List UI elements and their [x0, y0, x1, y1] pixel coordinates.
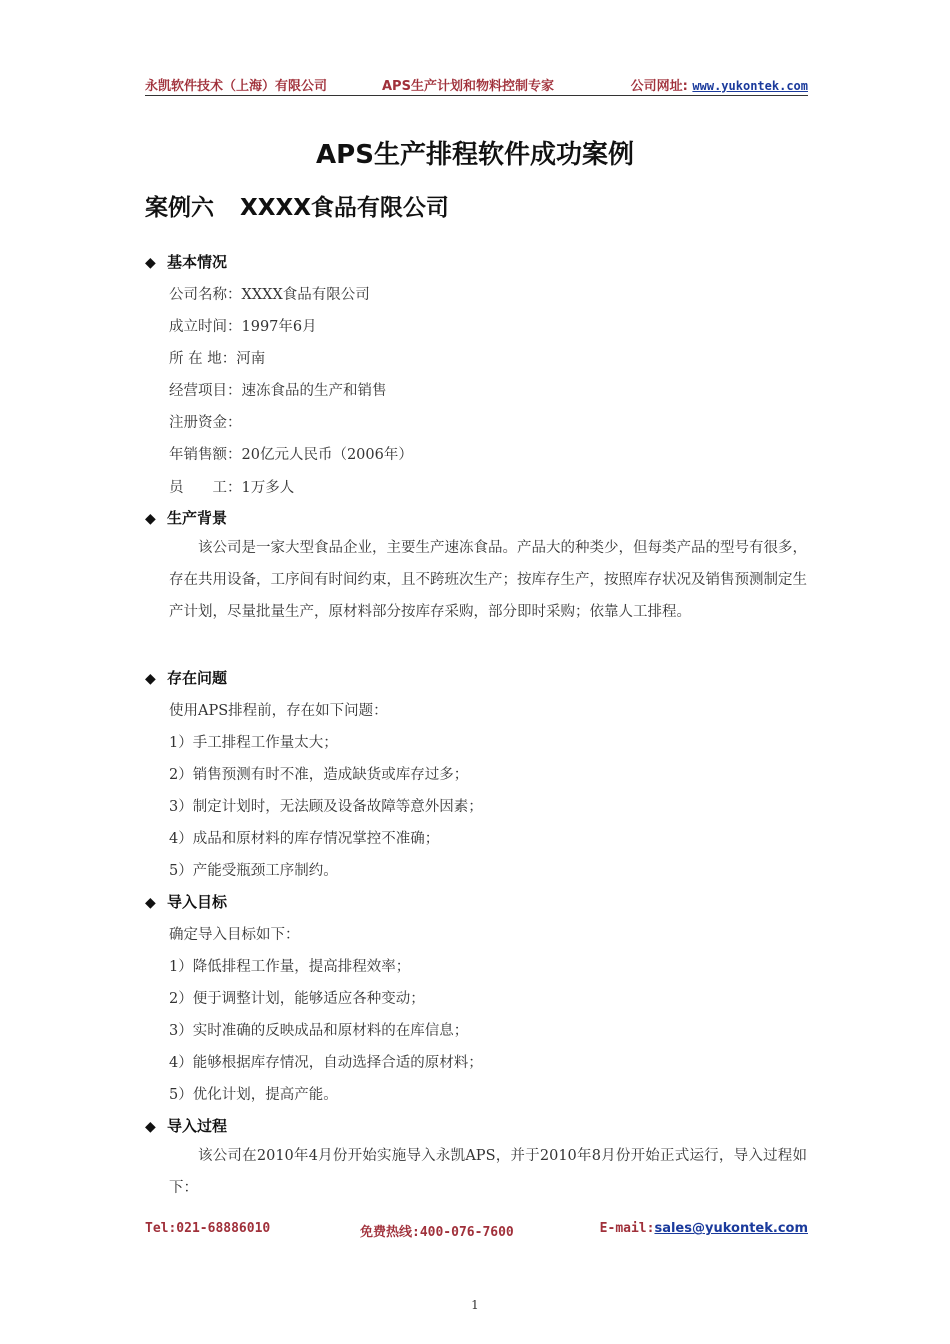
goals-line: 确定导入目标如下： — [169, 927, 300, 943]
basic-line: 年销售额：20亿元人民币（2006年） — [169, 447, 413, 463]
goals-line: 1）降低排程工作量，提高排程效率； — [169, 959, 411, 975]
problems-line: 4）成品和原材料的库存情况掌控不准确； — [169, 831, 440, 847]
basic-line: 注册资金： — [169, 415, 242, 431]
goals-line: 3）实时准确的反映成品和原材料的在库信息； — [169, 1023, 469, 1039]
section-heading-basic — [145, 251, 227, 272]
footer-email — [600, 1221, 808, 1236]
basic-line: 员 工：1万多人 — [169, 480, 295, 496]
background-paragraph: 该公司是一家大型食品企业，主要生产速冻食品。产品大的种类少，但每类产品的型号有很多，存在共用设备，工序间有时间约束，且不跨班次生产；按库存生产，按照库存状况及销售预测制定生产计划，尽量批量生产，原材料部分按库存采购，部分即时采购；依靠人工排程。 — [169, 540, 807, 620]
diamond-bullet-icon: ◆ — [145, 895, 156, 911]
section-heading-text: 存在问题 — [167, 669, 228, 687]
section-heading-text: 生产背景 — [167, 509, 228, 527]
section-heading-background — [145, 507, 227, 528]
section-heading-goals — [145, 891, 227, 912]
problems-line: 5）产能受瓶颈工序制约。 — [169, 863, 338, 879]
header-slogan: APS生产计划和物料控制专家 — [382, 79, 554, 94]
diamond-bullet-icon: ◆ — [145, 1119, 156, 1135]
header-website-link[interactable]: www.yukontek.com — [692, 79, 808, 93]
section-heading-text: 导入过程 — [167, 1117, 228, 1135]
page-number: 1 — [471, 1298, 479, 1312]
goals-line: 2）便于调整计划，能够适应各种变动； — [169, 991, 425, 1007]
goals-line: 4）能够根据库存情况，自动选择合适的原材料； — [169, 1055, 483, 1071]
basic-line: 所 在 地：河南 — [169, 351, 266, 367]
section-heading-problems — [145, 667, 227, 688]
header-company: 永凯软件技术（上海）有限公司 — [145, 79, 328, 94]
diamond-bullet-icon: ◆ — [145, 255, 156, 271]
case-label: 案例六 — [145, 195, 214, 221]
header-website — [631, 75, 808, 94]
section-heading-text: 基本情况 — [167, 253, 228, 271]
footer-hotline: 免费热线:400-076-7600 — [360, 1225, 514, 1240]
section-heading-process — [145, 1115, 227, 1136]
page-header — [145, 73, 808, 96]
page-footer — [145, 1221, 808, 1243]
process-paragraph: 该公司在2010年4月份开始实施导入永凯APS，并于2010年8月份开始正式运行，导入过程如下： — [169, 1148, 807, 1196]
footer-email-link[interactable]: sales@yukontek.com — [654, 1221, 808, 1236]
problems-line: 2）销售预测有时不准，造成缺货或库存过多； — [169, 767, 469, 783]
case-heading — [145, 189, 449, 222]
footer-tel: Tel:021-68886010 — [145, 1221, 271, 1236]
case-company: XXXX食品有限公司 — [240, 195, 449, 221]
diamond-bullet-icon: ◆ — [145, 671, 156, 687]
basic-line: 经营项目：速冻食品的生产和销售 — [169, 383, 387, 399]
header-website-label: 公司网址: — [630, 79, 688, 94]
goals-line: 5）优化计划，提高产能。 — [169, 1087, 338, 1103]
diamond-bullet-icon: ◆ — [145, 511, 156, 527]
section-heading-text: 导入目标 — [167, 893, 228, 911]
footer-email-label: E-mail: — [599, 1221, 655, 1236]
problems-line: 1）手工排程工作量太大； — [169, 735, 338, 751]
problems-line: 使用APS排程前，存在如下问题： — [169, 703, 388, 719]
problems-line: 3）制定计划时，无法顾及设备故障等意外因素； — [169, 799, 483, 815]
page-title: APS生产排程软件成功案例 — [316, 140, 634, 170]
basic-line: 公司名称：XXXX食品有限公司 — [169, 287, 370, 303]
basic-line: 成立时间：1997年6月 — [169, 319, 317, 335]
